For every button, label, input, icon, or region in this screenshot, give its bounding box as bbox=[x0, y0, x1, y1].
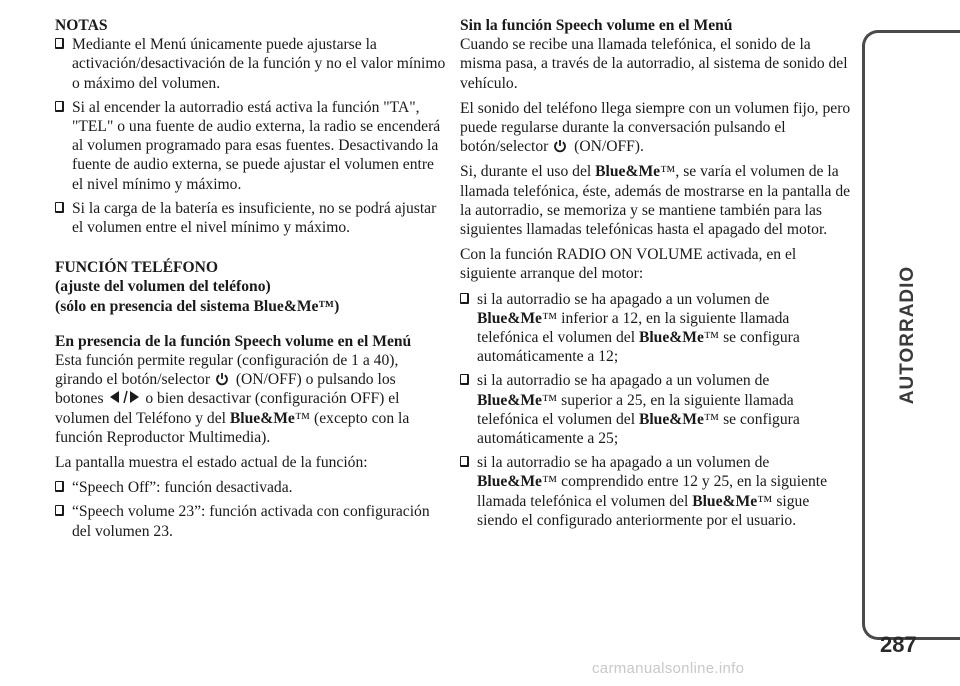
left-column bbox=[55, 16, 447, 546]
section-subtitle: (ajuste del volumen del teléfono) bbox=[55, 278, 271, 296]
condition-item: si la autorradio se ha apagado a un volumen de Blue&Me™ inferior a 12, en la siguiente llamada telefónica el volumen del Blue&Me™ se configura automáticamente a 12; bbox=[460, 290, 852, 367]
note-item: Si la carga de la batería es insuficiente, no se podrá ajustar el volumen entre el nivel mínimo y máximo. bbox=[55, 199, 447, 237]
section-title: FUNCIÓN TELÉFONO bbox=[55, 259, 219, 277]
checkbox-bullet-icon bbox=[460, 293, 469, 304]
chapter-tab-label: AUTORRADIO bbox=[897, 265, 918, 405]
checkbox-bullet-icon bbox=[55, 101, 64, 112]
checkbox-bullet-icon bbox=[55, 202, 64, 213]
condition-item: si la autorradio se ha apagado a un volumen de Blue&Me™ superior a 25, en la siguiente llamada telefónica el volumen del Blue&Me™ se configura automáticamente a 25; bbox=[460, 371, 852, 448]
subsection-heading: Sin la función Speech volume en el Menú bbox=[460, 17, 733, 34]
checkbox-bullet-icon bbox=[55, 505, 64, 516]
paragraph: Esta función permite regular (configuración de 1 a 40), girando el botón/selector (ON/OFF) o pulsando los botones o bien desactivar (configuración OFF) el volumen del Teléfono y del Blue&Me™ (excepto con la función Reproductor Multimedia). bbox=[55, 352, 410, 446]
subsection-heading: En presencia de la función Speech volume en el Menú bbox=[55, 332, 412, 350]
paragraph: Con la función RADIO ON VOLUME activada, en el siguiente arranque del motor: bbox=[460, 246, 797, 283]
watermark: carmanualsonline.info bbox=[592, 660, 745, 677]
state-item: “Speech volume 23”: función activada con configuración del volumen 23. bbox=[55, 502, 447, 540]
page-number: 287 bbox=[880, 632, 917, 657]
section-subtitle-condition: (sólo en presencia del sistema Blue&Me™) bbox=[55, 297, 340, 315]
checkbox-bullet-icon bbox=[460, 456, 469, 467]
checkbox-bullet-icon bbox=[55, 481, 64, 492]
checkbox-bullet-icon bbox=[460, 374, 469, 385]
power-button-icon bbox=[553, 139, 567, 153]
power-button-icon bbox=[215, 372, 229, 386]
checkbox-bullet-icon bbox=[55, 38, 64, 49]
notes-heading: NOTAS bbox=[55, 17, 108, 34]
note-item: Mediante el Menú únicamente puede ajustarse la activación/desactivación de la función y no el valor mínimo o máximo del volumen. bbox=[55, 35, 447, 93]
paragraph: La pantalla muestra el estado actual de la función: bbox=[55, 454, 368, 472]
paragraph: Cuando se recibe una llamada telefónica, el sonido de la misma pasa, a través de la autorradio, al sistema de sonido del vehículo. bbox=[460, 36, 848, 92]
state-item: “Speech Off”: función desactivada. bbox=[55, 478, 447, 497]
note-item: Si al encender la autorradio está activa la función "TA", "TEL" o una fuente de audio externa, la radio se encenderá al volumen programado para esas fuentes. Desactivando la fuente de audio externa, se puede ajustar el volumen entre el nivel mínimo y máximo. bbox=[55, 98, 447, 194]
paragraph: Si, durante el uso del Blue&Me™, se varía el volumen de la llamada telefónica, éste, además de mostrarse en la pantalla de la autorradio, se memoriza y se mantiene también para las siguientes llamadas telefónicas hasta el apagado del motor. bbox=[460, 163, 851, 239]
right-column bbox=[460, 16, 852, 535]
paragraph: El sonido del teléfono llega siempre con un volumen fijo, pero puede regularse durante la conversación pulsando el botón/selector (ON/OFF). bbox=[460, 99, 851, 156]
condition-item: si la autorradio se ha apagado a un volumen de Blue&Me™ comprendido entre 12 y 25, en la siguiente llamada telefónica el volumen del Blue&Me™ sigue siendo el configurado anteriormente por el usuario. bbox=[460, 453, 852, 530]
left-right-arrows-icon bbox=[109, 390, 139, 404]
